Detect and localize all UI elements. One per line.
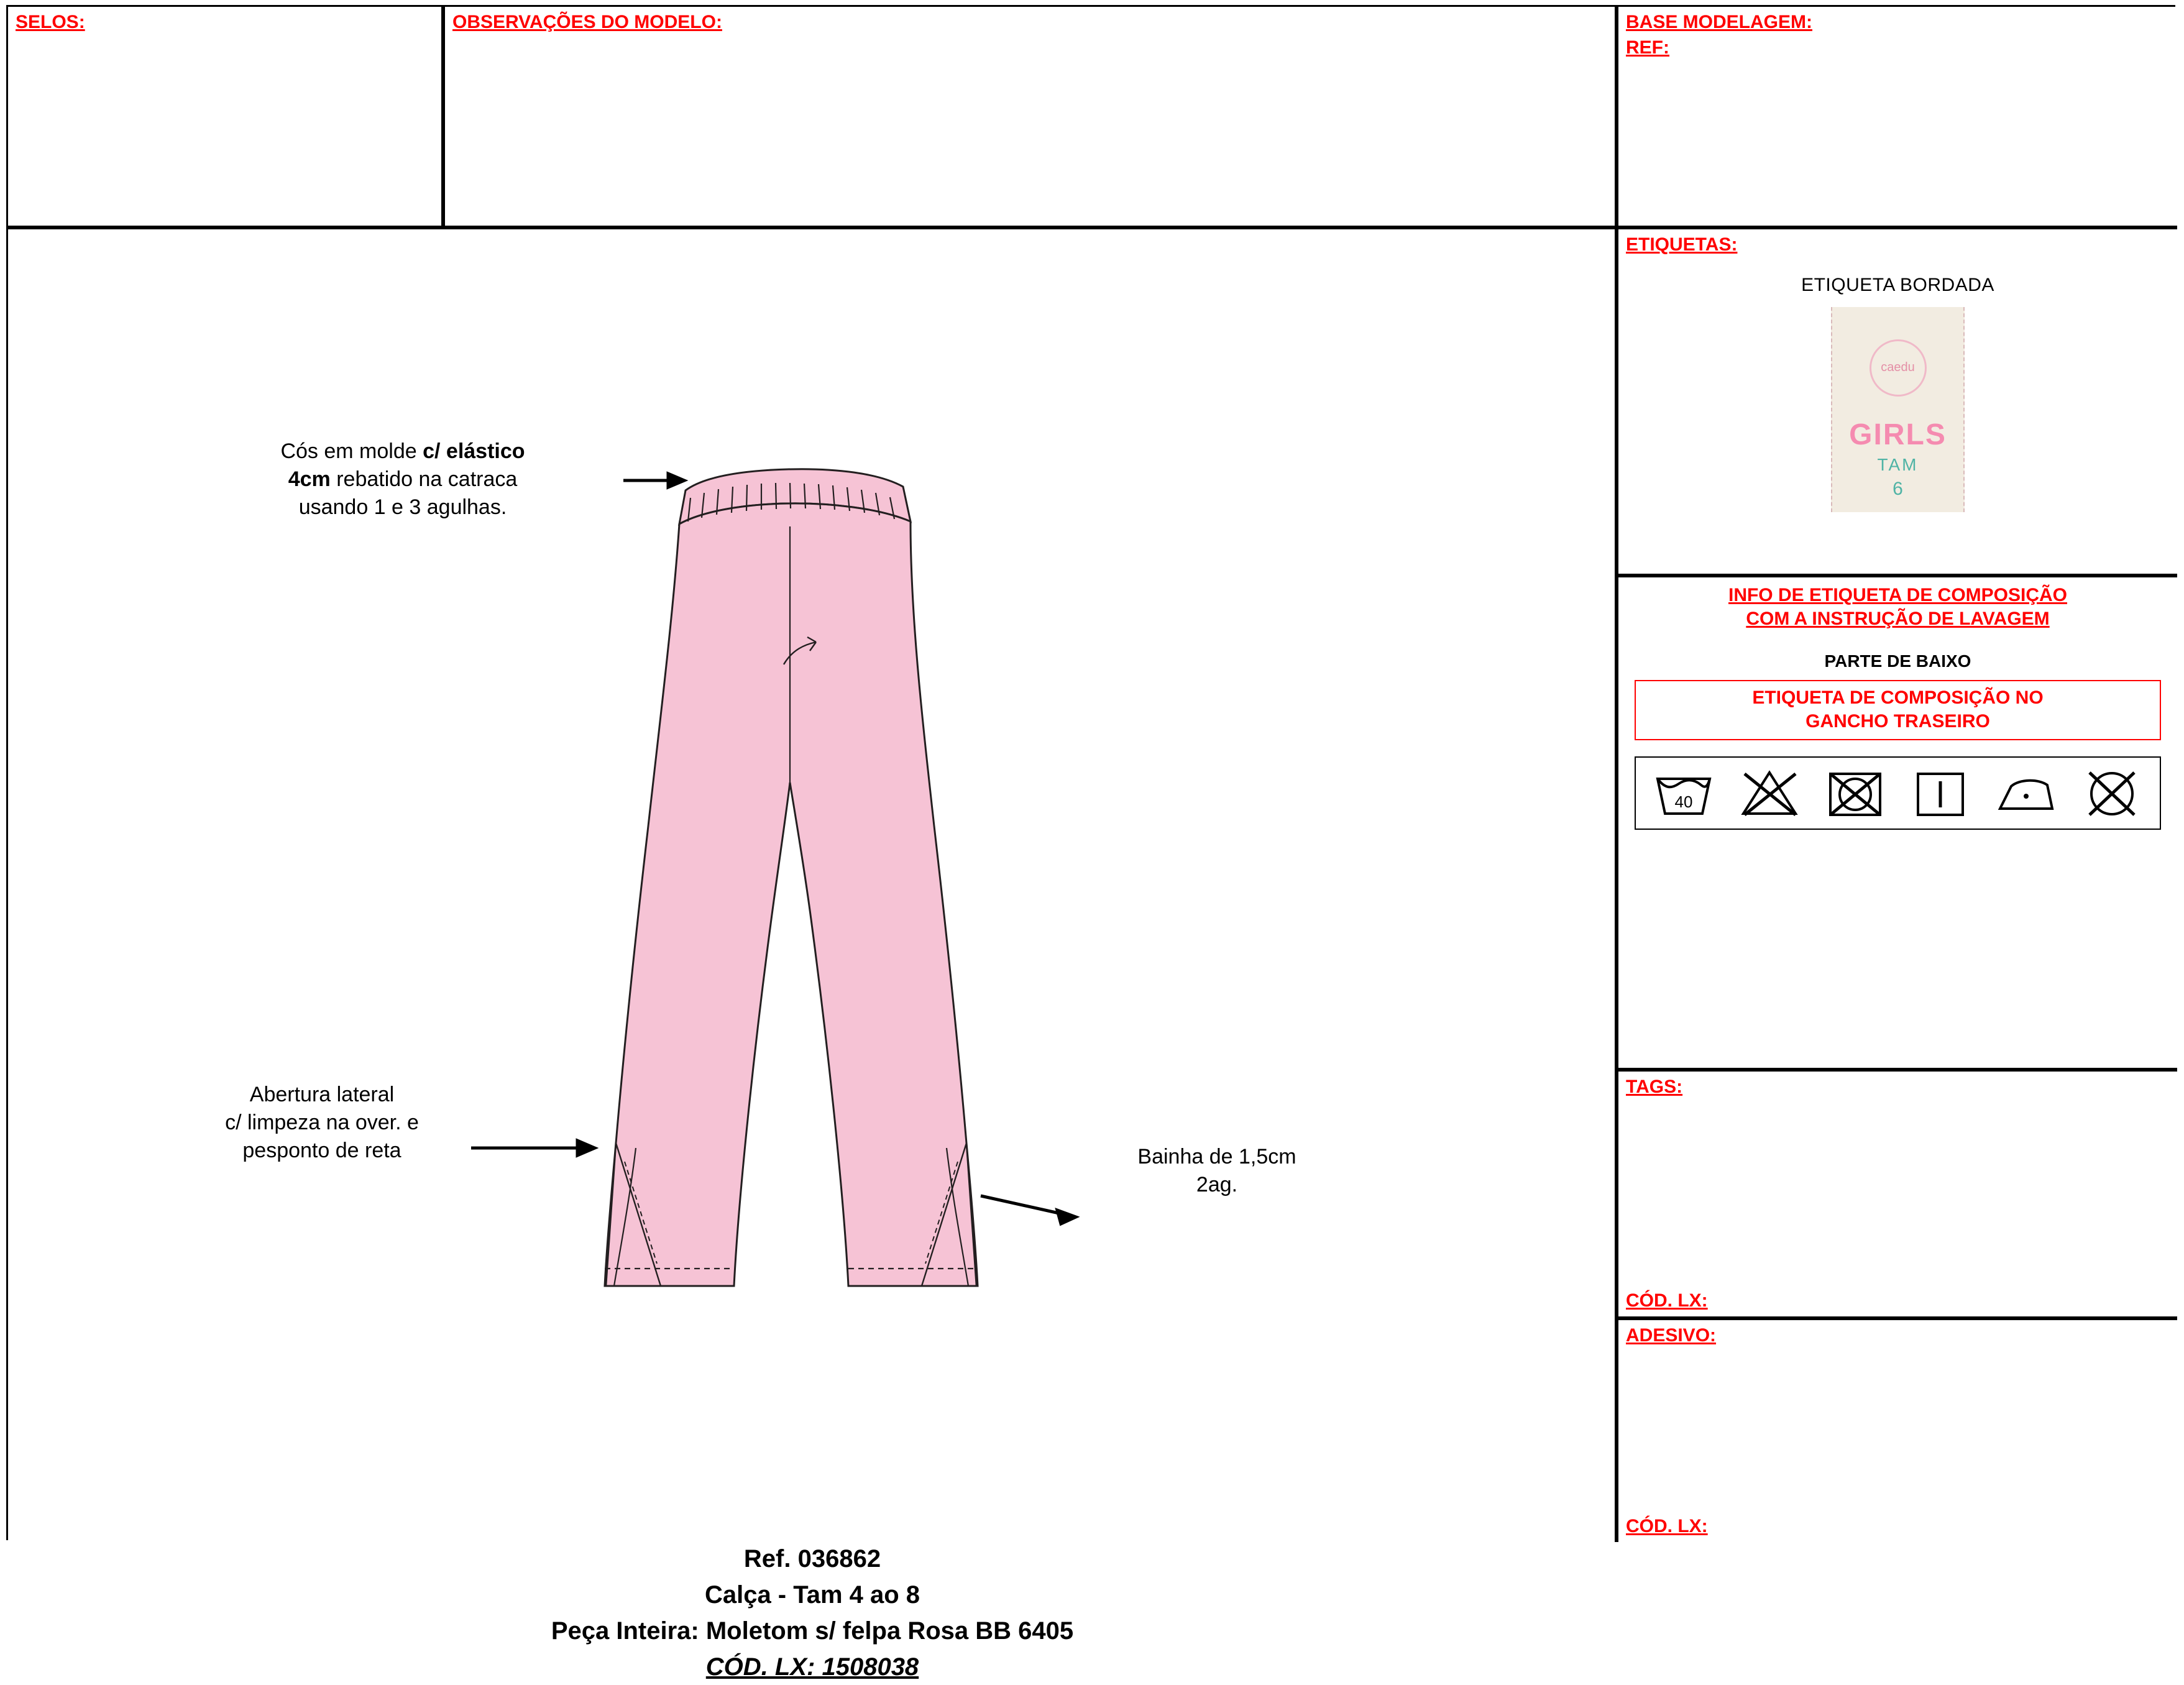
base-modelagem-label: BASE MODELAGEM: bbox=[1626, 12, 1812, 32]
tags-label: TAGS: bbox=[1626, 1077, 1683, 1097]
note-waistband-text1: Cós em molde bbox=[280, 439, 423, 463]
observacoes-cell bbox=[443, 7, 1617, 227]
do-not-tumble-dry-icon bbox=[1824, 766, 1886, 820]
tags-cell bbox=[1617, 1070, 2177, 1318]
note-side-opening-text2: c/ limpeza na over. e bbox=[225, 1110, 419, 1134]
composition-heading-line2: COM A INSTRUÇÃO DE LAVAGEM bbox=[1746, 608, 2050, 629]
note-hem bbox=[1071, 1143, 1363, 1199]
base-modelagem-cell bbox=[1617, 7, 2177, 227]
caedu-logo-icon: caedu bbox=[1870, 339, 1927, 397]
note-side-opening-text3: pesponto de reta bbox=[242, 1138, 401, 1162]
ref-label: REF: bbox=[1626, 37, 1669, 58]
caption-ref: Ref. 036862 bbox=[743, 1545, 881, 1573]
note-waistband-bold1: c/ elástico bbox=[423, 439, 525, 463]
composition-location-line1: ETIQUETA DE COMPOSIÇÃO NO bbox=[1752, 687, 2044, 708]
composition-location-line2: GANCHO TRASEIRO bbox=[1805, 710, 1990, 732]
note-waistband-text2: rebatido na catraca bbox=[330, 467, 518, 491]
svg-text:40: 40 bbox=[1674, 792, 1693, 811]
caption-cod-lx: CÓD. LX: 1508038 bbox=[705, 1653, 919, 1681]
selos-cell bbox=[8, 7, 443, 227]
wash-40-icon bbox=[1653, 766, 1715, 820]
etiquetas-cell bbox=[1617, 227, 2177, 576]
note-hem-text2: 2ag. bbox=[1196, 1172, 1238, 1196]
caption-product: Calça - Tam 4 ao 8 bbox=[704, 1581, 920, 1609]
iron-low-icon bbox=[1995, 766, 2057, 820]
composition-info-cell bbox=[1617, 576, 2177, 1070]
composition-heading-line1: INFO DE ETIQUETA DE COMPOSIÇÃO bbox=[1728, 585, 2068, 605]
adesivo-cell bbox=[1617, 1318, 2177, 1542]
do-not-dry-clean-icon bbox=[2081, 766, 2143, 820]
label-size-value: 6 bbox=[1893, 478, 1903, 499]
drip-dry-icon bbox=[1909, 766, 1971, 820]
etiquetas-label: ETIQUETAS: bbox=[1626, 234, 1738, 255]
etiqueta-bordada-subtitle: ETIQUETA BORDADA bbox=[1801, 274, 1994, 295]
do-not-bleach-icon bbox=[1738, 766, 1801, 820]
note-side-opening-text1: Abertura lateral bbox=[249, 1083, 395, 1106]
care-symbols-row bbox=[1635, 756, 2161, 830]
composition-heading bbox=[1618, 577, 2177, 630]
embroidered-label-swatch bbox=[1831, 307, 1965, 512]
note-waistband-bold2: 4cm bbox=[288, 467, 331, 491]
note-waistband-text3: usando 1 e 3 agulhas. bbox=[298, 495, 507, 519]
technical-drawing-area bbox=[8, 227, 1617, 1681]
caption-piece: Peça Inteira: Moletom s/ felpa Rosa BB 6405 bbox=[551, 1617, 1074, 1645]
note-hem-text1: Bainha de 1,5cm bbox=[1137, 1145, 1296, 1168]
tags-cod-lx-label: CÓD. LX: bbox=[1626, 1290, 1708, 1311]
adesivo-label: ADESIVO: bbox=[1626, 1325, 1717, 1346]
note-waistband bbox=[185, 438, 620, 521]
adesivo-cod-lx-label: CÓD. LX: bbox=[1626, 1515, 1708, 1536]
parte-de-baixo-label: PARTE DE BAIXO bbox=[1824, 651, 1971, 671]
label-tam-text: TAM bbox=[1877, 454, 1919, 474]
note-side-opening bbox=[182, 1081, 462, 1165]
composition-location-box bbox=[1635, 680, 2161, 740]
pants-flat-sketch bbox=[8, 229, 1617, 1544]
observacoes-label: OBSERVAÇÕES DO MODELO: bbox=[452, 12, 722, 32]
garment-caption bbox=[8, 1541, 1617, 1685]
selos-label: SELOS: bbox=[16, 12, 85, 32]
tech-sheet bbox=[6, 5, 2175, 1681]
label-brand-text: GIRLS bbox=[1849, 418, 1947, 451]
